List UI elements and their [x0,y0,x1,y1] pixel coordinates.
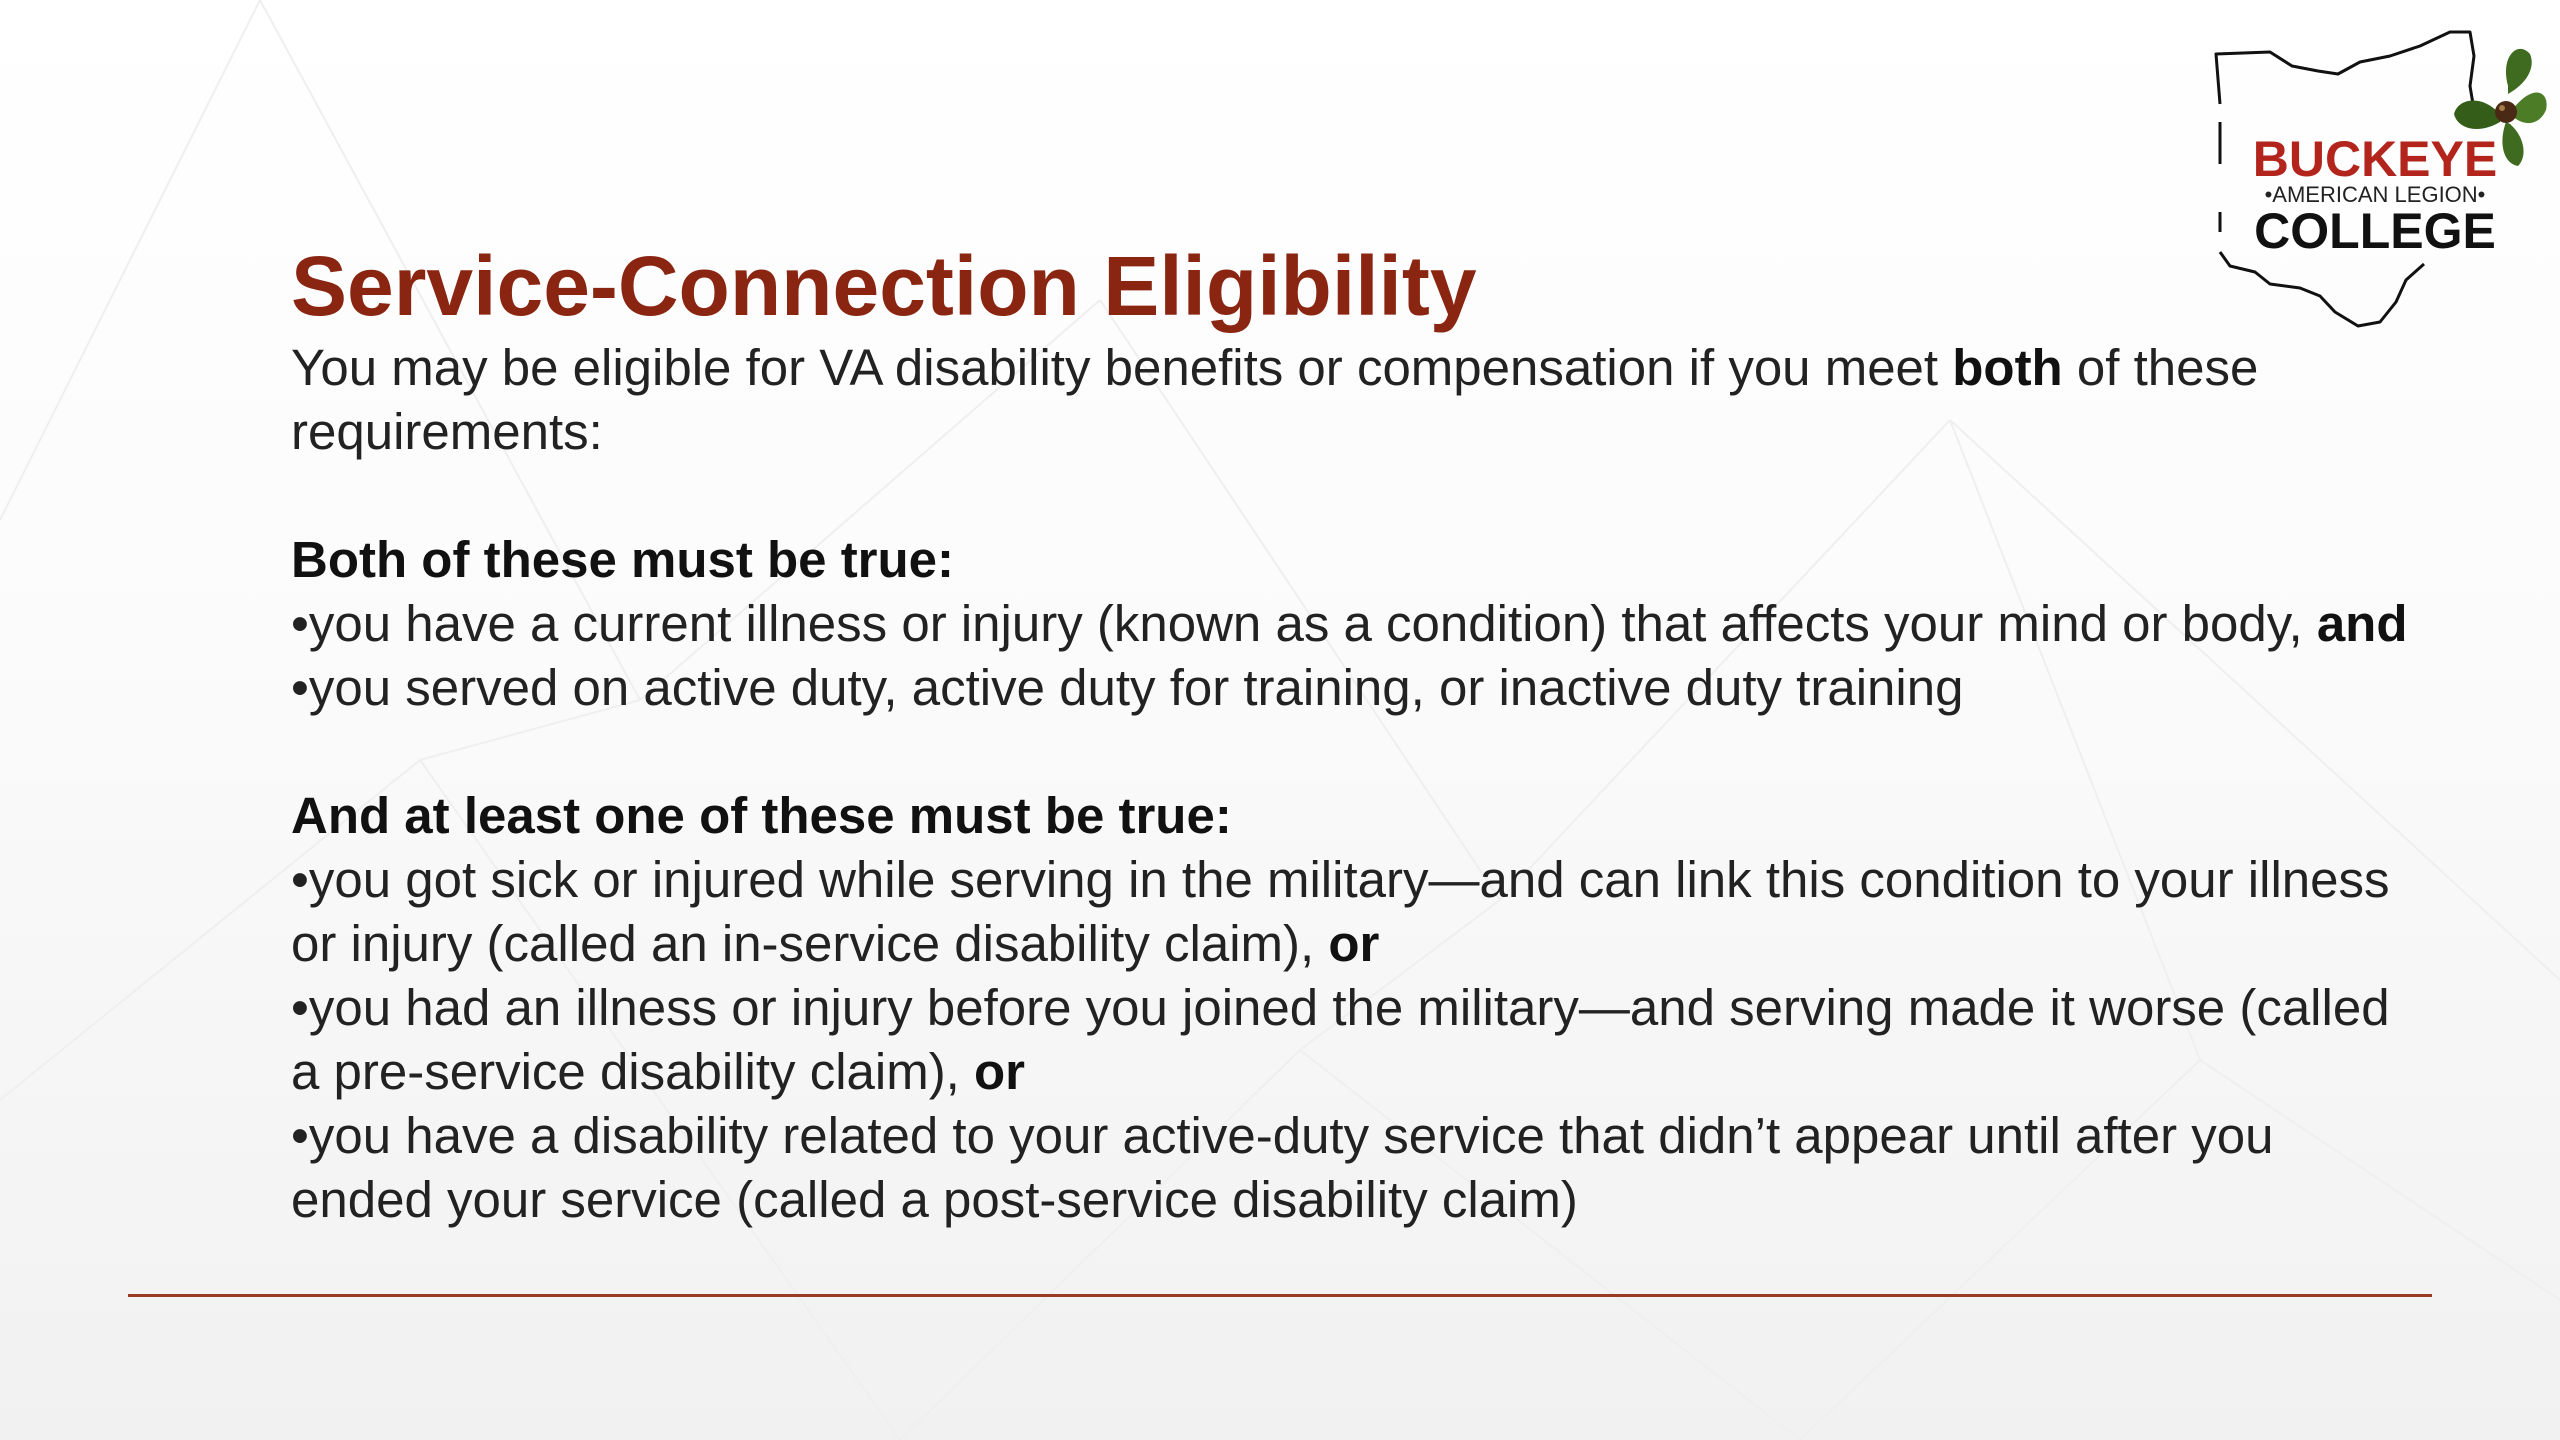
bullet-conjunction: or [1328,915,1380,972]
footer-divider [128,1294,2432,1297]
bullet-item [291,592,2421,656]
bullet-text: •you have a disability related to your active-duty service that didn’t appear until after you ended your service (called a post-service disability claim) [291,1107,2274,1228]
bullet-text: •you served on active duty, active duty for training, or inactive duty training [291,659,1964,716]
section-heading-at-least-one: And at least one of these must be true: [291,787,1232,844]
logo-line-college: COLLEGE [2254,203,2496,259]
section-heading-both: Both of these must be true: [291,531,955,588]
slide-body [291,336,2421,1232]
bullet-conjunction: or [974,1043,1026,1100]
bullet-item [291,656,2421,720]
bullet-conjunction: and [2316,595,2408,652]
bullet-text: •you got sick or injured while serving in the military—and can link this condition to your illness or injury (called an in-service disability claim), [291,851,2390,972]
bullet-item [291,1104,2421,1232]
intro-suffix: of these requirements: [291,339,2259,460]
buckeye-college-logo [2200,26,2550,352]
intro-emphasis: both [1952,339,2063,396]
slide-title: Service-Connection Eligibility [291,239,1477,333]
spacer [291,720,2421,784]
logo-line-american-legion: •AMERICAN LEGION• [2264,182,2486,207]
logo-line-buckeye: BUCKEYE [2252,131,2498,187]
intro-prefix: You may be eligible for VA disability benefits or compensation if you meet [291,339,1953,396]
bullet-item [291,976,2421,1104]
bullet-text: •you had an illness or injury before you joined the military—and serving made it worse (called a pre-service disability claim), [291,979,2390,1100]
bullet-text: •you have a current illness or injury (known as a condition) that affects your mind or body, [291,595,2317,652]
intro-paragraph [291,336,2421,464]
bullet-item [291,848,2421,976]
spacer [291,464,2421,528]
